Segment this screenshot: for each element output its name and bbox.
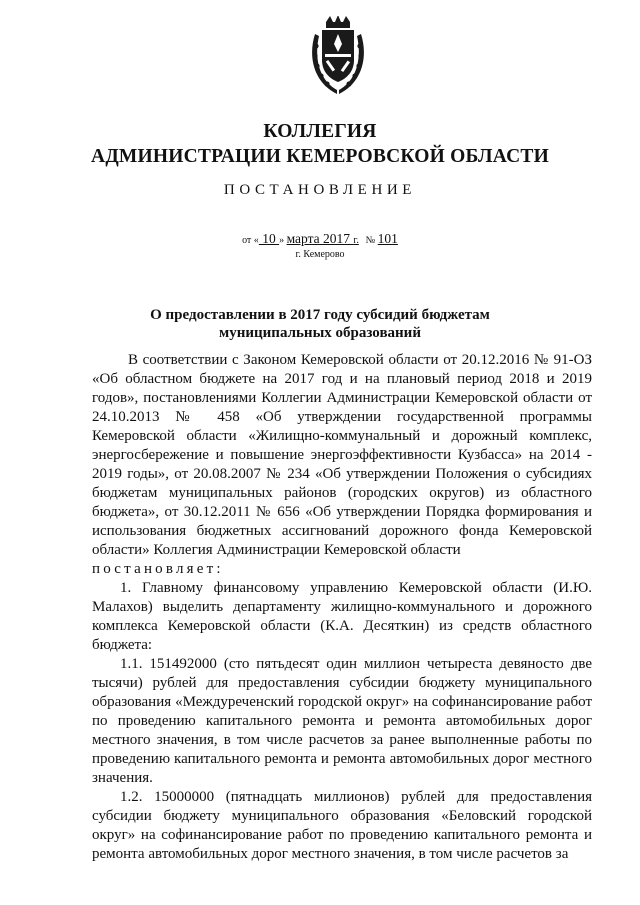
document-place: г. Кемерово <box>295 249 345 260</box>
coat-of-arms-emblem <box>309 16 367 96</box>
item-1-1: 1.1. 151492000 (сто пятьдесят один миллион четыреста девяносто две тысячи) рублей для предоставления субсидии бюджету муниципального образования «Междуреченский городской округ» на софинансирование работ по проведению капитального ремонта и ремонта автомобильных дорог местного значения, в том числе расчетов за ранее выполненные работы по проведению капитального ремонта и ремонта автомобильных дорог местного значения. <box>92 656 592 786</box>
document-body <box>92 351 592 864</box>
organization-name-line2: АДМИНИСТРАЦИИ КЕМЕРОВСКОЙ ОБЛАСТИ <box>91 146 549 167</box>
resolves-word: постановляет: <box>92 561 224 577</box>
title-line1: О предоставлении в 2017 году субсидий бюджетам <box>150 307 490 323</box>
document-date-number <box>0 231 640 247</box>
document-type: ПОСТАНОВЛЕНИЕ <box>223 182 417 198</box>
date-mid: » <box>279 235 287 246</box>
item-1-2: 1.2. 15000000 (пятнадцать миллионов) рублей для предоставления субсидии бюджету муниципального образования «Беловский городской округ» на софинансирование работ по проведению капитального ремонта и ремонта автомобильных дорог местного значения, в том числе расчетов за <box>92 789 592 862</box>
preamble-paragraph: В соответствии с Законом Кемеровской области от 20.12.2016 № 91-ОЗ «Об областном бюджете на 2017 год и на плановый период 2018 и 2019 годов», постановлениями Коллегии Администрации Кемеровской области от 24.10.2013 № 458 «Об утверждении государственной программы Кемеровской области «Жилищно-коммунальный и дорожный комплекс, энергосбережение и повышение энергоэффективности Кузбасса» на 2014 - 2019 годы», от 20.08.2007 № 234 «Об утверждении Положения о субсидиях бюджетам муниципальных районов (городских округов) из областного бюджета», от 30.12.2011 № 656 «Об утверждении Порядка формирования и использования бюджетных ассигнований дорожного фонда Кемеровской области» Коллегия Администрации Кемеровской области <box>92 352 592 558</box>
document-title <box>0 306 640 342</box>
date-prefix: от « <box>242 235 259 246</box>
number-sign: № <box>365 235 378 246</box>
document-number: 101 <box>377 231 398 246</box>
title-line2: муниципальных образований <box>219 325 421 341</box>
item-1: 1. Главному финансовому управлению Кемеровской области (И.Ю. Малахов) выделить департаменту жилищно-коммунального и дорожного комплекса Кемеровской области (К.А. Десяткин) из средств областного бюджета: <box>92 580 592 653</box>
date-year-suffix: г. <box>353 235 359 246</box>
date-day: 10 <box>258 231 280 246</box>
organization-name-line1: КОЛЛЕГИЯ <box>263 121 377 142</box>
date-month-year: марта 2017 <box>286 231 354 246</box>
